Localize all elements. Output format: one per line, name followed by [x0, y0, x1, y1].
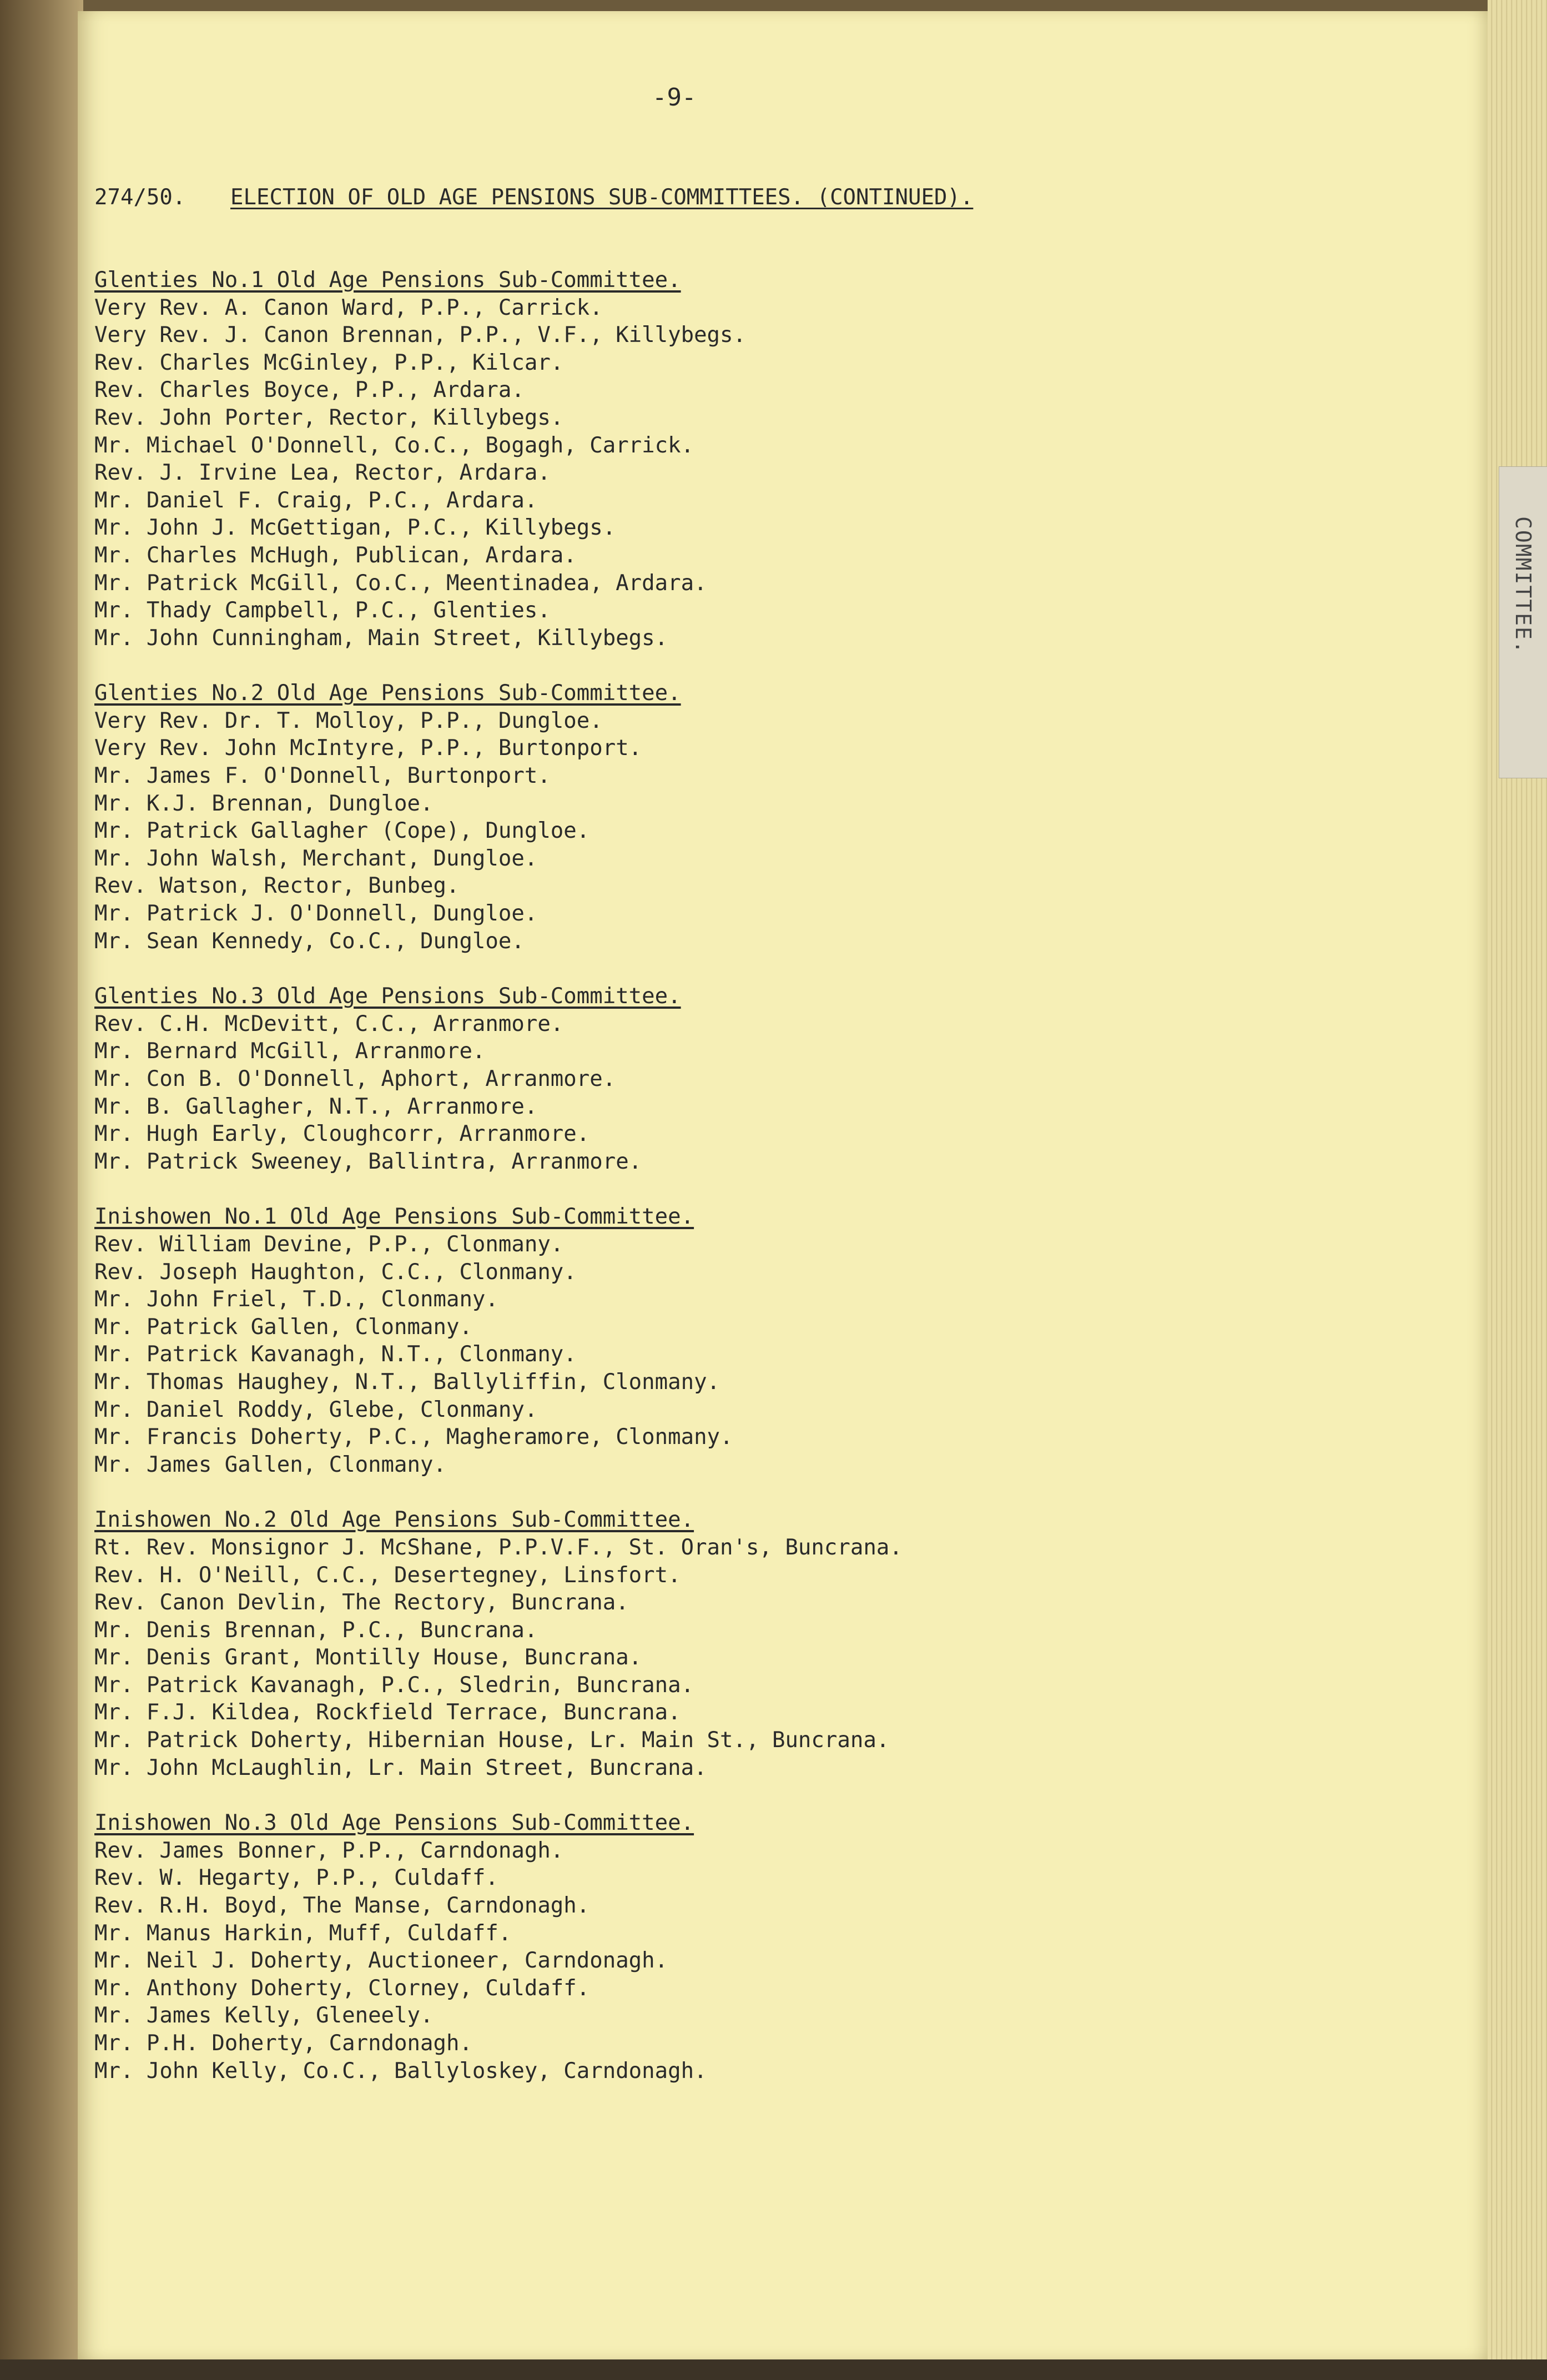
committee-member: Mr. Hugh Early, Cloughcorr, Arranmore.	[94, 1121, 590, 1147]
committee-member: Mr. Patrick J. O'Donnell, Dungloe.	[94, 901, 538, 927]
minute-reference: 274/50.	[94, 185, 186, 210]
committee-member: Mr. Anthony Doherty, Clorney, Culdaff.	[94, 1975, 590, 2001]
committee-member: Mr. Denis Brennan, P.C., Buncrana.	[94, 1617, 538, 1643]
committee-member: Rev. William Devine, P.P., Clonmany.	[94, 1231, 564, 1257]
committee-member: Rev. Charles McGinley, P.P., Kilcar.	[94, 350, 564, 375]
committee-member: Mr. P.H. Doherty, Carndonagh.	[94, 2031, 472, 2056]
committee-block	[94, 983, 1454, 1175]
committee-member: Very Rev. J. Canon Brennan, P.P., V.F., Killybegs.	[94, 323, 746, 348]
committee-member: Mr. Daniel Roddy, Glebe, Clonmany.	[94, 1397, 538, 1422]
committee-member: Mr. Denis Grant, Montilly House, Buncrana.	[94, 1645, 642, 1670]
committee-title: Glenties No.3 Old Age Pensions Sub-Committee.	[94, 984, 681, 1009]
page-number: -9-	[652, 83, 697, 112]
committee-title: Inishowen No.2 Old Age Pensions Sub-Committee.	[94, 1507, 694, 1533]
committee-block	[94, 1203, 1454, 1478]
committee-member: Mr. Thomas Haughey, N.T., Ballyliffin, Clonmany.	[94, 1369, 720, 1395]
committee-member: Rev. C.H. McDevitt, C.C., Arranmore.	[94, 1011, 564, 1036]
committee-member: Mr. John McLaughlin, Lr. Main Street, Buncrana.	[94, 1755, 707, 1780]
committee-member: Mr. Patrick Gallen, Clonmany.	[94, 1314, 472, 1340]
committee-title: Inishowen No.3 Old Age Pensions Sub-Committee.	[94, 1810, 694, 1836]
committee-member: Mr. James Kelly, Gleneely.	[94, 2003, 434, 2029]
committee-member: Mr. F.J. Kildea, Rockfield Terrace, Buncrana.	[94, 1700, 681, 1725]
committee-member: Mr. Patrick Doherty, Hibernian House, Lr. Main St., Buncrana.	[94, 1728, 890, 1753]
committee-member: Rev. John Porter, Rector, Killybegs.	[94, 405, 564, 430]
committee-member: Mr. John J. McGettigan, P.C., Killybegs.	[94, 515, 616, 541]
committee-member: Mr. Patrick Kavanagh, P.C., Sledrin, Buncrana.	[94, 1672, 694, 1698]
committee-block	[94, 1506, 1454, 1782]
committee-member: Very Rev. A. Canon Ward, P.P., Carrick.	[94, 295, 603, 320]
committee-member: Mr. B. Gallagher, N.T., Arranmore.	[94, 1094, 538, 1119]
committee-member: Rev. Charles Boyce, P.P., Ardara.	[94, 378, 525, 403]
committee-title: Glenties No.1 Old Age Pensions Sub-Committee.	[94, 267, 681, 293]
page-stack-edge	[1488, 0, 1547, 2380]
committee-member: Mr. Con B. O'Donnell, Aphort, Arranmore.	[94, 1066, 616, 1091]
committee-block	[94, 266, 1454, 652]
committee-member: Rev. H. O'Neill, C.C., Desertegney, Linsfort.	[94, 1562, 681, 1588]
committee-member: Mr. Neil J. Doherty, Auctioneer, Carndonagh.	[94, 1948, 668, 1974]
committee-list	[94, 266, 1454, 2085]
committee-member: Mr. Bernard McGill, Arranmore.	[94, 1039, 486, 1064]
committee-member: Rev. Joseph Haughton, C.C., Clonmany.	[94, 1259, 577, 1285]
book-bottom-edge	[0, 2359, 1547, 2380]
committee-member: Mr. Sean Kennedy, Co.C., Dungloe.	[94, 928, 525, 954]
committee-member: Mr. Patrick Kavanagh, N.T., Clonmany.	[94, 1342, 577, 1367]
committee-member: Mr. Francis Doherty, P.C., Magheramore, Clonmany.	[94, 1425, 733, 1450]
committee-title: Glenties No.2 Old Age Pensions Sub-Committee.	[94, 681, 681, 706]
committee-member: Mr. John Kelly, Co.C., Ballyloskey, Carndonagh.	[94, 2058, 707, 2084]
committee-member: Mr. John Walsh, Merchant, Dungloe.	[94, 846, 538, 871]
committee-member: Mr. John Cunningham, Main Street, Killybegs.	[94, 625, 668, 651]
committee-member: Very Rev. John McIntyre, P.P., Burtonport.	[94, 736, 642, 761]
committee-member: Rev. James Bonner, P.P., Carndonagh.	[94, 1838, 564, 1863]
committee-title: Inishowen No.1 Old Age Pensions Sub-Committee.	[94, 1204, 694, 1230]
committee-member: Mr. Daniel F. Craig, P.C., Ardara.	[94, 487, 538, 513]
committee-member: Mr. Michael O'Donnell, Co.C., Bogagh, Carrick.	[94, 432, 694, 458]
committee-member: Mr. Manus Harkin, Muff, Culdaff.	[94, 1920, 512, 1946]
committee-member: Rt. Rev. Monsignor J. McShane, P.P.V.F., St. Oran's, Buncrana.	[94, 1534, 903, 1560]
committee-member: Mr. James F. O'Donnell, Burtonport.	[94, 763, 551, 789]
committee-member: Rev. Watson, Rector, Bunbeg.	[94, 873, 460, 899]
minutes-content	[94, 129, 1454, 2112]
committee-member: Mr. K.J. Brennan, Dungloe.	[94, 791, 434, 816]
committee-member: Rev. W. Hegarty, P.P., Culdaff.	[94, 1865, 498, 1891]
minute-title: ELECTION OF OLD AGE PENSIONS SUB-COMMITTEES. (CONTINUED).	[230, 185, 974, 210]
committee-member: Mr. John Friel, T.D., Clonmany.	[94, 1287, 498, 1312]
minute-header	[94, 184, 1454, 212]
committee-member: Mr. Thady Campbell, P.C., Glenties.	[94, 598, 551, 623]
committee-member: Rev. Canon Devlin, The Rectory, Buncrana.	[94, 1590, 629, 1616]
committee-member: Mr. Patrick Gallagher (Cope), Dungloe.	[94, 818, 590, 844]
committee-block	[94, 680, 1454, 955]
index-tab-label: COMMITTEE.	[1511, 516, 1535, 655]
committee-member: Mr. Patrick Sweeney, Ballintra, Arranmore.	[94, 1149, 642, 1174]
committee-member: Very Rev. Dr. T. Molloy, P.P., Dungloe.	[94, 708, 603, 733]
committee-member: Mr. Patrick McGill, Co.C., Meentinadea, Ardara.	[94, 570, 707, 596]
committee-member: Mr. Charles McHugh, Publican, Ardara.	[94, 542, 577, 568]
book-binding-left	[0, 0, 83, 2380]
committee-member: Rev. R.H. Boyd, The Manse, Carndonagh.	[94, 1893, 590, 1919]
committee-block	[94, 1809, 1454, 2085]
committee-member: Rev. J. Irvine Lea, Rector, Ardara.	[94, 460, 551, 486]
committee-member: Mr. James Gallen, Clonmany.	[94, 1452, 446, 1477]
